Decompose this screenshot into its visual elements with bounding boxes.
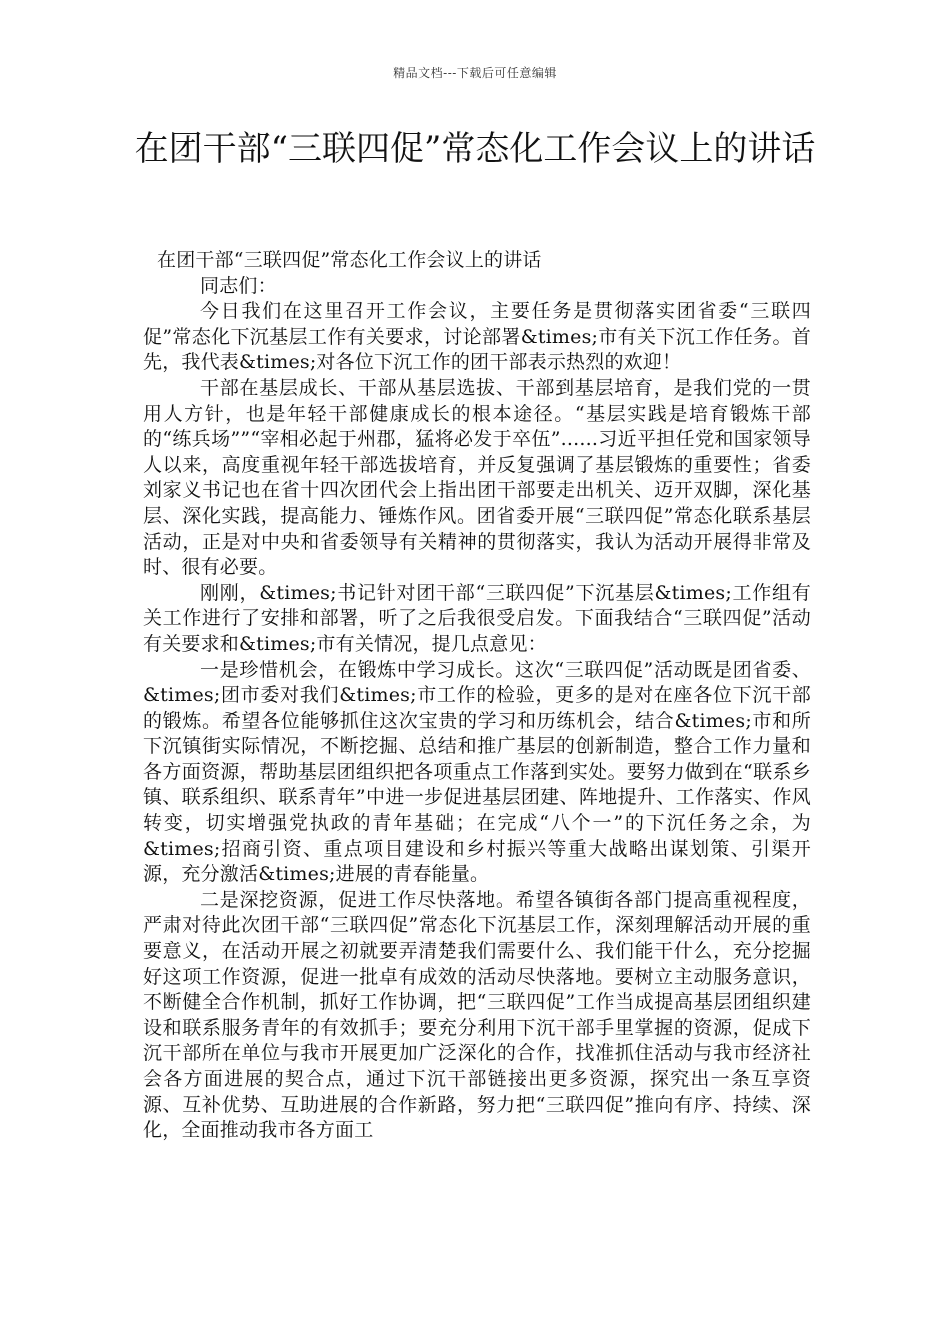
paragraph: 刚刚，&times;书记针对团干部“三联四促”下沉基层&times;工作组有关工作进行了安排和部署，听了之后我很受启发。下面我结合“三联四促”活动有关要求和&times;市有关情况，提几点意见： [143, 581, 811, 655]
document-subtitle: 在团干部“三联四促”常态化工作会议上的讲话 [157, 249, 542, 271]
header-note: 精品文档---下载后可任意编辑 [393, 66, 557, 80]
paragraph: 干部在基层成长、干部从基层选拔、干部到基层培育，是我们党的一贯用人方针，也是年轻干部健康成长的根本途径。“基层实践是培育锻炼干部的“练兵场””“宰相必起于州郡，猛将必发于卒伍”......习近平担任党和国家领导人以来，高度重视年轻干部选拔培育，并反复强调了基层锻炼的重要性；省委刘家义书记也在省十四次团代会上指出团干部要走出机关、迈开双脚，深化基层、深化实践，提高能力、锤炼作风。团省委开展“三联四促”常态化联系基层活动，正是对中央和省委领导有关精神的贯彻落实，我认为活动开展得非常及时、很有必要。 [143, 376, 811, 579]
paragraph: 一是珍惜机会，在锻炼中学习成长。这次“三联四促”活动既是团省委、&times;团市委对我们&times;市工作的检验，更多的是对在座各位下沉干部的锻炼。希望各位能够抓住这次宝贵的学习和历练机会，结合&times;市和所下沉镇街实际情况，不断挖掘、总结和推广基层的创新制造，整合工作力量和各方面资源，帮助基层团组织把各项重点工作落到实处。要努力做到在“联系乡镇、联系组织、联系青年”中进一步促进基层团建、阵地提升、工作落实、作风转变，切实增强党执政的青年基础；在完成“八个一”的下沉任务之余，为&times;招商引资、重点项目建设和乡村振兴等重大战略出谋划策、引渠开源，充分激活&times;进展的青春能量。 [143, 658, 811, 886]
salutation: 同志们： [200, 274, 277, 297]
paragraph: 二是深挖资源，促进工作尽快落地。希望各镇街各部门提高重视程度，严肃对待此次团干部“三联四促”常态化下沉基层工作，深刻理解活动开展的重要意义，在活动开展之初就要弄清楚我们需要什么、我们能干什么，充分挖掘好这项工作资源，促进一批卓有成效的活动尽快落地。要树立主动服务意识，不断健全合作机制，抓好工作协调，把“三联四促”工作当成提高基层团组织建设和联系服务青年的有效抓手；要充分利用下沉干部手里掌握的资源，促成下沉干部所在单位与我市开展更加广泛深化的合作，找准抓住活动与我市经济社会各方面进展的契合点，通过下沉干部链接出更多资源，探究出一条互享资源、互补优势、互助进展的合作新路，努力把“三联四促”推向有序、持续、深化，全面推动我市各方面工 [143, 888, 811, 1142]
document-title: 在团干部“三联四促”常态化工作会议上的讲话 [134, 129, 816, 169]
document-body [143, 248, 811, 1144]
paragraph: 今日我们在这里召开工作会议，主要任务是贯彻落实团省委“三联四促”常态化下沉基层工作有关要求，讨论部署&times;市有关下沉工作任务。首先，我代表&times;对各位下沉工作的团干部表示热烈的欢迎！ [143, 300, 811, 374]
